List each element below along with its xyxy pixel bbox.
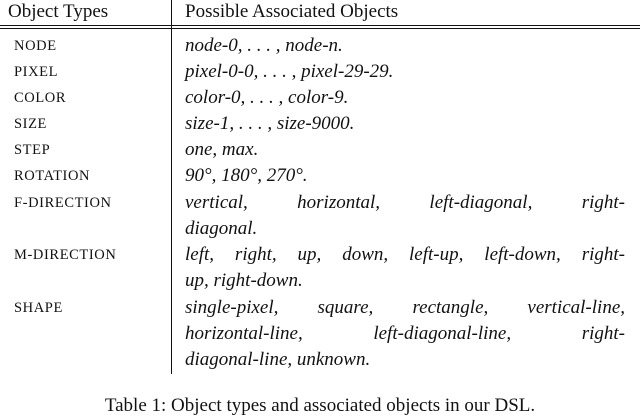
row-values-rotation: 90°, 180°, 270°. [185, 165, 308, 186]
row-type-step: STEP [14, 142, 51, 158]
row-values-node: node-0, . . . , node-n. [185, 35, 343, 56]
row-values-pixel: pixel-0-0, . . . , pixel-29-29. [185, 61, 394, 82]
row-values-shape-line-3: diagonal-line, unknown. [185, 349, 371, 370]
header-associated-objects: Possible Associated Objects [185, 1, 399, 22]
row-values-shape-line-2: horizontal-line, left-diagonal-line, right- [185, 323, 625, 344]
row-values-color: color-0, . . . , color-9. [185, 87, 349, 108]
row-values-size: size-1, . . . , size-9000. [185, 113, 355, 134]
row-type-color: COLOR [14, 90, 67, 106]
column-divider [171, 0, 172, 374]
header-rule-top [0, 25, 640, 26]
row-type-f-direction: F-DIRECTION [14, 195, 112, 211]
header-rule-bottom [0, 28, 640, 29]
row-type-size: SIZE [14, 116, 48, 132]
row-values-f-direction-line-2: diagonal. [185, 218, 258, 239]
table-caption: Table 1: Object types and associated objects in our DSL. [104, 395, 536, 416]
row-type-node: NODE [14, 38, 57, 54]
header-object-types: Object Types [8, 1, 109, 22]
row-type-m-direction: M-DIRECTION [14, 247, 117, 263]
row-values-step: one, max. [185, 139, 259, 160]
row-values-shape-line-1: single-pixel, square, rectangle, vertical-line, [185, 297, 625, 318]
row-values-m-direction-line-2: up, right-down. [185, 270, 303, 291]
row-values-m-direction-line-1: left, right, up, down, left-up, left-down, right- [185, 244, 625, 265]
row-type-rotation: ROTATION [14, 168, 91, 184]
row-type-pixel: PIXEL [14, 64, 59, 80]
row-values-f-direction-line-1: vertical, horizontal, left-diagonal, right- [185, 192, 625, 213]
row-type-shape: SHAPE [14, 300, 63, 316]
